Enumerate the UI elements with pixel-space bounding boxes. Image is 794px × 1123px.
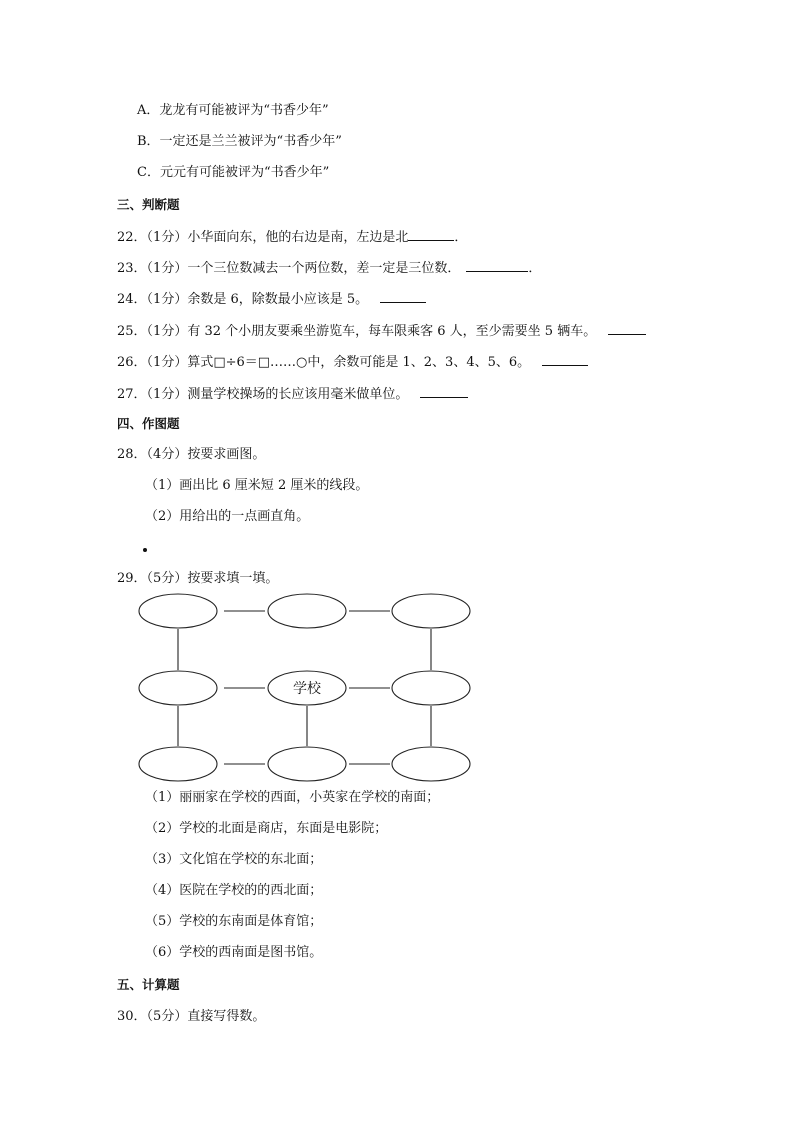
section-title-judgement: 三、判断题: [117, 197, 180, 212]
option-a: A．龙龙有可能被评为“书香少年”: [137, 103, 329, 118]
question-28-sub-2: （2）用给出的一点画直角。: [145, 509, 310, 524]
answer-blank-24[interactable]: [380, 289, 426, 303]
question-24-text: 24．（1分）余数是 6，除数最小应该是 5。: [117, 292, 369, 307]
question-25: [117, 321, 646, 341]
question-29-sub-6: （6）学校的西南面是图书馆。: [145, 945, 323, 960]
question-23: [117, 258, 541, 278]
question-22: [117, 227, 467, 247]
question-22-text: 22．（1分）小华面向东，他的右边是南，左边是北: [117, 230, 409, 245]
location-oval-west[interactable]: [139, 671, 217, 705]
question-26: [117, 352, 588, 372]
question-28: 28．（4分）按要求画图。: [117, 447, 266, 462]
location-oval-east[interactable]: [392, 671, 470, 705]
school-map-diagram: [130, 592, 475, 784]
section-title-calculation: 五、计算题: [117, 977, 180, 992]
location-oval-north[interactable]: [268, 594, 346, 628]
answer-blank-22[interactable]: [408, 227, 454, 241]
question-29-sub-5: （5）学校的东南面是体育馆；: [145, 914, 323, 929]
location-oval-northeast[interactable]: [392, 594, 470, 628]
question-25-text: 25．（1分）有 32 个小朋友要乘坐游览车，每车限乘客 6 人，至少需要坐 5 辆车。: [117, 324, 597, 339]
answer-blank-27[interactable]: [420, 384, 468, 398]
question-28-sub-1: （1）画出比 6 厘米短 2 厘米的线段。: [145, 478, 369, 493]
question-29-sub-3: （3）文化馆在学校的东北面；: [145, 852, 323, 867]
question-29-sub-1: （1）丽丽家在学校的西面，小英家在学校的南面；: [145, 790, 440, 805]
school-label: 学校: [293, 681, 321, 697]
question-22-tail: ．: [454, 230, 468, 245]
answer-blank-26[interactable]: [542, 352, 588, 366]
question-23-text: 23．（1分）一个三位数减去一个两位数，差一定是三位数．: [117, 261, 461, 276]
location-oval-south[interactable]: [268, 747, 346, 781]
question-29: 29．（5分）按要求填一填。: [117, 571, 279, 586]
option-c: C．元元有可能被评为“书香少年”: [137, 165, 330, 180]
question-24: [117, 289, 426, 309]
given-point-dot: [143, 548, 147, 552]
question-29-sub-2: （2）学校的北面是商店，东面是电影院；: [145, 821, 388, 836]
location-oval-southeast[interactable]: [392, 747, 470, 781]
question-29-sub-4: （4）医院在学校的的西北面；: [145, 883, 323, 898]
question-30: 30．（5分）直接写得数。: [117, 1009, 266, 1024]
section-title-drawing: 四、作图题: [117, 416, 180, 431]
question-26-text: 26．（1分）算式□÷6＝□……○中，余数可能是 1、2、3、4、5、6。: [117, 355, 531, 370]
answer-blank-25[interactable]: [608, 321, 646, 335]
location-oval-northwest[interactable]: [139, 594, 217, 628]
question-27-text: 27．（1分）测量学校操场的长应该用毫米做单位。: [117, 387, 409, 402]
answer-blank-23[interactable]: [466, 258, 528, 272]
location-oval-southwest[interactable]: [139, 747, 217, 781]
question-27: [117, 384, 468, 404]
question-23-tail: ．: [528, 261, 542, 276]
option-b: B．一定还是兰兰被评为“书香少年”: [137, 134, 342, 149]
